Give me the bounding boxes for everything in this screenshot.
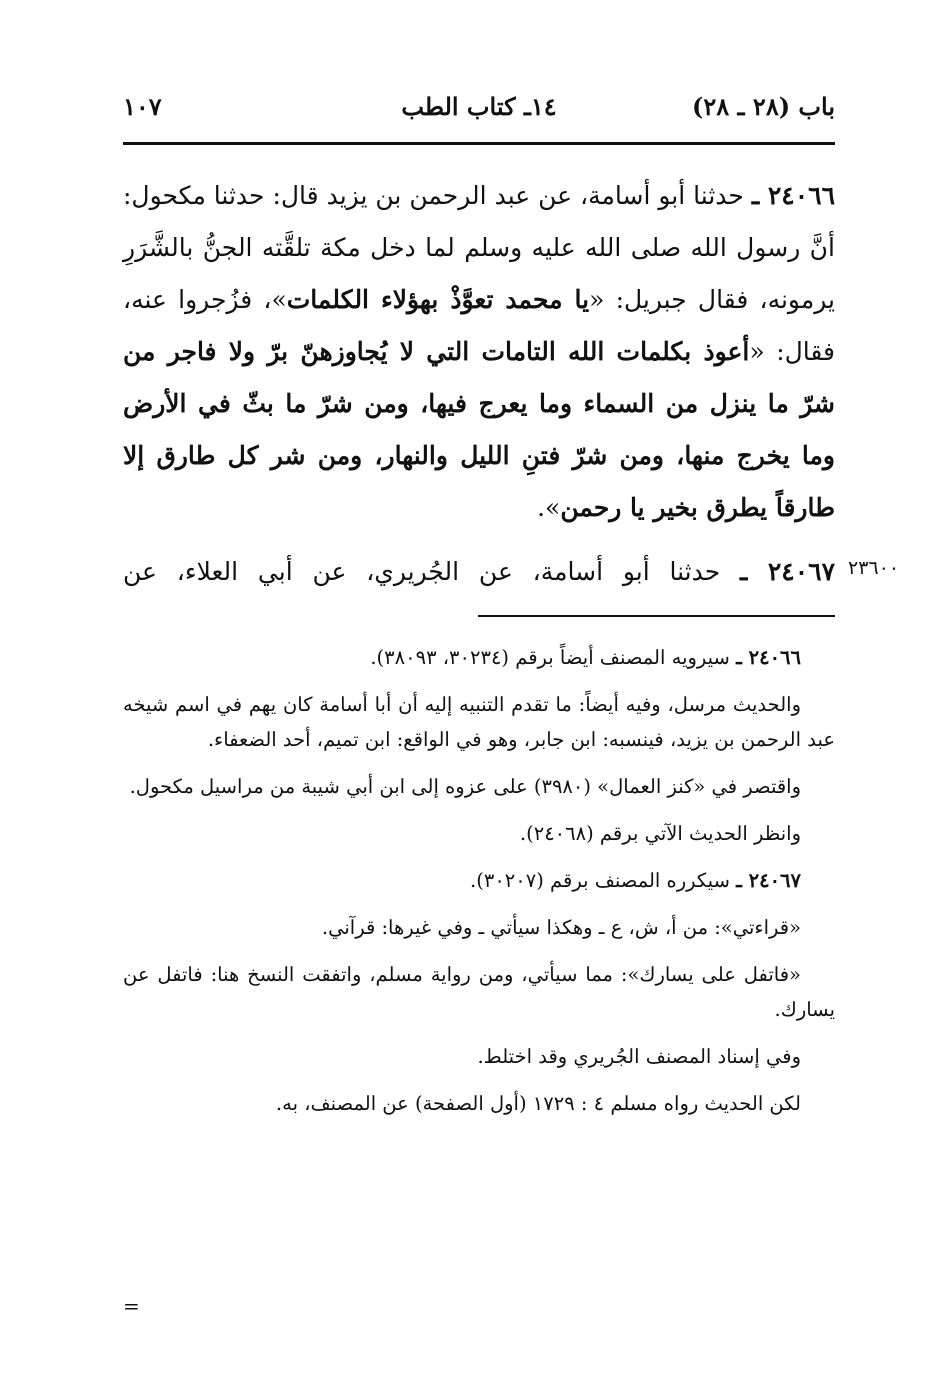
footnote [123, 863, 835, 898]
hadith-number: ٢٤٠٦٦ ـ [751, 181, 835, 210]
continuation-mark: = [123, 1294, 140, 1318]
hadith-text: ». [537, 493, 561, 522]
footnote [123, 910, 835, 945]
footnote-text: وانظر الحديث الآتي برقم (٢٤٠٦٨). [519, 822, 801, 845]
hadith-24066 [123, 170, 835, 534]
hadith-text: حدثنا أبو أسامة، عن عبد الرحمن بن يزيد قال: حدثنا مكحول: أنَّ رسول الله صلى الله عليه وسلم لما دخل مكة تلقَّته الجنُّ بالشَّرَرِ يرمونه، فقال جبريل: « [123, 181, 835, 314]
footnote-text: «قراءتي»: من أ، ش، ع ـ وهكذا سيأتي ـ وفي غيرها: قرآني. [321, 916, 801, 939]
footnotes [123, 640, 835, 1133]
header-divider [123, 142, 835, 145]
hadith-text: »، فزُجروا عنه، فقال: « [123, 285, 836, 366]
footnote-text: والحديث مرسل، وفيه أيضاً: ما تقدم التنبيه إليه أن أبا أسامة كان يهم في اسم شيخه عبد الرحمن بن يزيد، فينسبه: ابن جابر، وهو في الواقع: ابن تميم، أحد الضعفاء. [123, 693, 835, 751]
footnote [123, 769, 835, 804]
hadith-24067 [123, 546, 835, 598]
footnote [123, 1039, 835, 1074]
hadith-text: حدثنا أبو أسامة، عن الجُريري، عن أبي العلاء، عن [123, 557, 740, 586]
footnote-text: «فاتفل على يسارك»: مما سيأتي، ومن رواية مسلم، واتفقت النسخ هنا: فاتفل عن يسارك. [123, 963, 835, 1021]
footnote-text: لكن الحديث رواه مسلم ٤ : ١٧٢٩ (أول الصفحة) عن المصنف، به. [275, 1092, 801, 1115]
footnote-text: وفي إسناد المصنف الجُريري وقد اختلط. [477, 1045, 801, 1068]
footnote [123, 816, 835, 851]
footnote [123, 957, 835, 1027]
hadith-quote: أعوذ بكلمات الله التامات التي لا يُجاوزهنّ برّ ولا فاجر من شرّ ما ينزل من السماء وما يعرج فيها، ومن شرّ ما بثّ في الأرض وما يخرج منها، ومن شرّ فتنِ الليل والنهار، ومن شر كل طارق إلا طارقاً يطرق بخير يا رحمن [123, 337, 835, 522]
hadith-quote: يا محمد تعوَّذْ بهؤلاء الكلمات [286, 285, 590, 314]
hadith-number: ٢٤٠٦٧ ـ [739, 557, 835, 586]
footnote-text: واقتصر في «كنز العمال» (٣٩٨٠) على عزوه إلى ابن أبي شيبة من مراسيل مكحول. [129, 775, 801, 798]
footnote [123, 640, 835, 675]
footnote-divider [478, 615, 835, 617]
footnote-number: ٢٤٠٦٦ ـ [736, 646, 801, 669]
footnote-text: سيرويه المصنف أيضاً برقم (٣٠٢٣٤، ٣٨٠٩٣). [370, 646, 737, 669]
footnote-number: ٢٤٠٦٧ ـ [736, 869, 801, 892]
footnote-text: سيكرره المصنف برقم (٣٠٢٠٧). [470, 869, 737, 892]
book-title: ١٤ـ كتاب الطب [401, 92, 557, 121]
chapter-reference: باب (٢٨ ـ ٢٨) [692, 92, 835, 121]
running-header [123, 92, 835, 132]
margin-reference-number: ٢٣٦٠٠ [848, 557, 900, 579]
footnote [123, 687, 835, 757]
page-number: ١٠٧ [123, 92, 162, 121]
footnote [123, 1086, 835, 1121]
